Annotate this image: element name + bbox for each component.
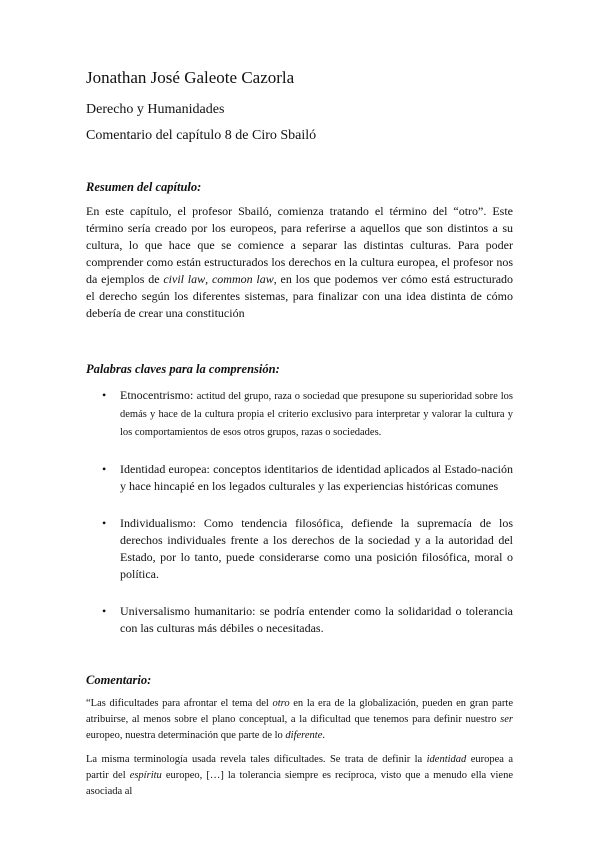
quote-text: europea a partir del: [86, 754, 513, 781]
quote-italic: ser: [500, 714, 513, 725]
quote-text: La misma terminología usada revela tales dificultades. Se trata de definir la: [86, 754, 427, 765]
commentary-heading: Comentario:: [86, 673, 152, 687]
keyword-definition: Como tendencia filosófica, defiende la supremacía de los derechos individuales frente a los derechos de la sociedad y a la autoridad del Estado, por lo tanto, puede considerarse como una posición filosófica, moral o política.: [120, 516, 513, 581]
keyword-definition: conceptos identitarios de identidad aplicados al Estado-nación y hace hincapié en los legados culturales y las experiencias históricas comunes: [120, 462, 514, 493]
quote-text: “Las dificultades para afrontar el tema del: [86, 698, 273, 709]
quote-text: en la era de la globalización, pueden en gran parte atribuirse, al menos sobre el plano conceptual, a la dificultad que tenemos para definir nuestro: [86, 698, 513, 725]
summary-common-law: common law: [211, 272, 274, 286]
summary-text-1: En este capítulo, el profesor Sbailó, comienza tratando el término del “otro”. Este término sería creado por los europeos, para referirse a aquellos que son distintos a su cultura, lo que hace que se comience a separar las distintas culturas. Para poder comprender como están estructurados los derechos en la cultura europea, el profesor nos da ejemplos de: [86, 204, 513, 286]
keyword-item: [86, 461, 513, 495]
quote-italic: espíritu: [129, 770, 162, 781]
assignment-title: Comentario del capítulo 8 de Ciro Sbailó: [86, 128, 317, 143]
keyword-term: Individualismo:: [120, 516, 196, 530]
summary-text-3: , en los que podemos ver cómo está estructurado el derecho según los diferentes sistemas, para finalizar con una idea distinta de cómo debería de crear una constitución: [86, 272, 514, 320]
keyword-item: [86, 387, 513, 441]
bullet-icon: •: [102, 516, 107, 530]
quote-text: europeo, nuestra determinación que parte de lo: [86, 730, 286, 741]
summary-civil-law: civil law: [163, 272, 206, 286]
summary-heading: Resumen del capítulo:: [86, 180, 202, 194]
quote-italic: identidad: [426, 754, 467, 765]
keyword-definition: actitud del grupo, raza o sociedad que presupone su superioridad sobre los demás y hace de la cultura propia el criterio exclusivo para interpretar y valorar la cultura y los comportamientos de esos otros grupos, razas o sociedades.: [120, 391, 513, 438]
commentary-quote-2: [86, 752, 513, 800]
keyword-term: Universalismo humanitario:: [120, 604, 256, 618]
quote-text: europeo, […] la tolerancia siempre es recíproca, visto que a menudo ella viene asociada al: [86, 770, 513, 797]
bullet-icon: •: [102, 604, 107, 618]
keyword-item: [86, 515, 513, 583]
summary-paragraph: [86, 203, 513, 322]
keyword-term: Etnocentrismo:: [120, 388, 197, 402]
keywords-list: [86, 387, 513, 637]
quote-italic: otro: [272, 698, 290, 709]
summary-text-2: ,: [205, 272, 212, 286]
bullet-icon: •: [102, 462, 107, 476]
bullet-icon: •: [102, 388, 107, 402]
course-title: Derecho y Humanidades: [86, 102, 225, 117]
quote-text: .: [322, 730, 325, 741]
author-name: Jonathan José Galeote Cazorla: [86, 68, 295, 87]
quote-italic: diferente: [285, 730, 323, 741]
keyword-definition: se podría entender como la solidaridad o tolerancia con las culturas más débiles o necesitadas.: [120, 604, 514, 635]
keywords-heading: Palabras claves para la comprensión:: [86, 362, 280, 376]
keyword-term: Identidad europea:: [120, 462, 210, 476]
keyword-item: [86, 603, 513, 637]
commentary-quote-1: [86, 696, 513, 744]
